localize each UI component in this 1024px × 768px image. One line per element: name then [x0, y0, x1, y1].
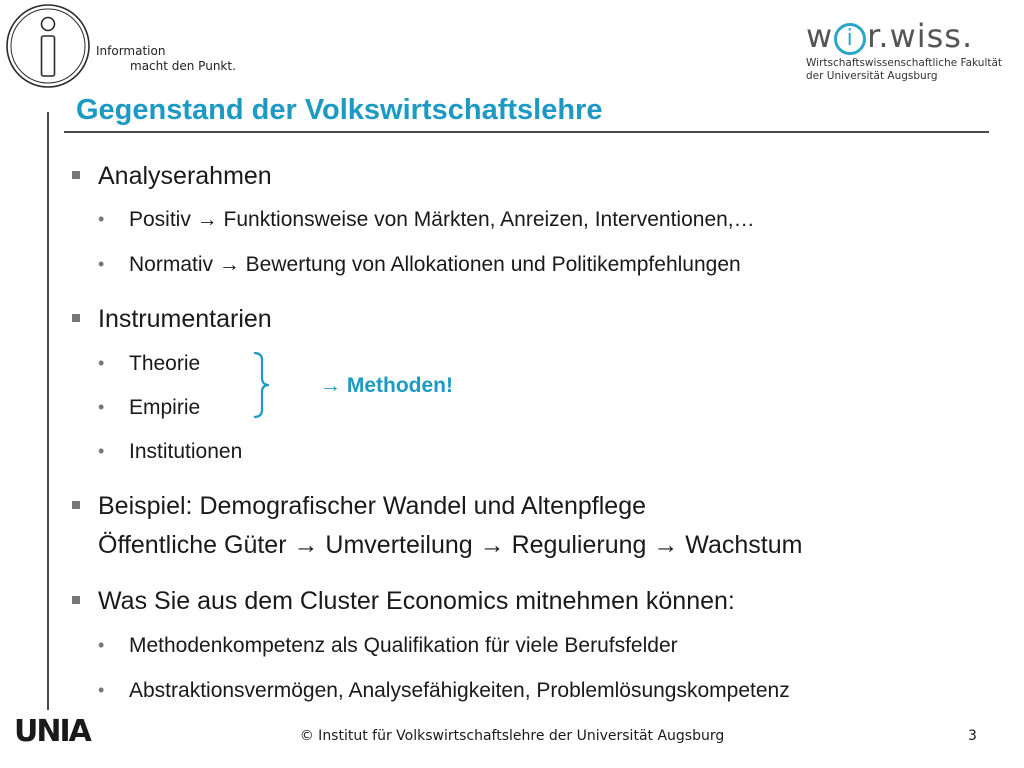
dot-bullet-icon: • [98, 209, 105, 229]
title-divider [64, 131, 989, 133]
curly-bracket-icon [252, 352, 270, 418]
square-bullet-icon [72, 314, 80, 322]
dot-bullet-icon: • [98, 353, 105, 373]
section-heading: Was Sie aus dem Cluster Economics mitnehmen können: [98, 587, 735, 615]
section-heading: Instrumentarien [98, 305, 272, 333]
tagline-line-2: macht den Punkt. [130, 59, 236, 73]
faculty-name: Wirtschaftswissenschaftliche Fakultät der Universität Augsburg [806, 57, 1003, 82]
wirwiss-wordmark: w i r.wiss. [806, 17, 974, 55]
information-tagline [96, 44, 236, 74]
section-heading: Analyserahmen [98, 162, 272, 190]
info-ring-icon: i [834, 23, 866, 55]
list-item: Methodenkompetenz als Qualifikation für viele Berufsfelder [129, 634, 678, 657]
square-bullet-icon [72, 171, 80, 179]
slide-title: Gegenstand der Volkswirtschaftslehre [76, 94, 603, 126]
page-number: 3 [968, 728, 977, 744]
footer-copyright: © Institut für Volkswirtschaftslehre der Universität Augsburg [299, 728, 725, 744]
section-heading: Beispiel: Demografischer Wandel und Altenpflege [98, 492, 646, 520]
list-item: Theorie [129, 352, 201, 375]
square-bullet-icon [72, 596, 80, 604]
dot-bullet-icon: • [98, 397, 105, 417]
left-vertical-rule [47, 112, 49, 710]
dot-bullet-icon: • [98, 441, 105, 461]
university-logo: UNIA [14, 714, 90, 749]
methoden-callout: → Methoden! [320, 374, 453, 397]
info-icon [4, 2, 92, 90]
information-logo [4, 2, 92, 90]
faculty-logo [806, 18, 1006, 83]
list-item: Empirie [129, 396, 201, 419]
section-heading-continuation: Öffentliche Güter → Umverteilung → Regulierung → Wachstum [98, 531, 803, 559]
list-item: Institutionen [129, 440, 243, 463]
list-item: Abstraktionsvermögen, Analysefähigkeiten, Problemlösungskompetenz [129, 679, 790, 702]
dot-bullet-icon: • [98, 254, 105, 274]
list-item: Positiv → Funktionsweise von Märkten, Anreizen, Interventionen,… [129, 208, 755, 231]
list-item: Normativ → Bewertung von Allokationen und Politikempfehlungen [129, 253, 741, 276]
dot-bullet-icon: • [98, 635, 105, 655]
dot-bullet-icon: • [98, 680, 105, 700]
square-bullet-icon [72, 501, 80, 509]
tagline-line-1: Information [96, 44, 166, 58]
